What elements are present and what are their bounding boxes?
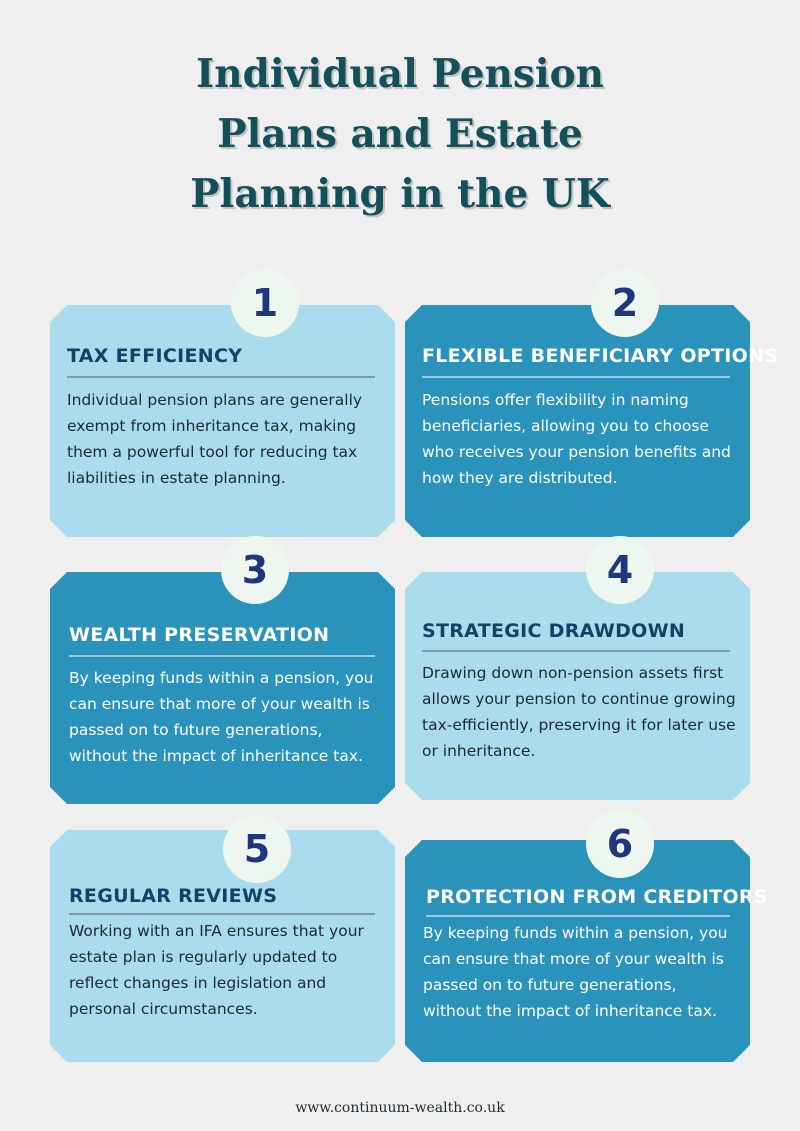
title-line-2: Plans and Estate xyxy=(217,111,583,157)
card-heading: REGULAR REVIEWS xyxy=(69,885,278,907)
heading-divider xyxy=(422,650,730,652)
card-heading: STRATEGIC DRAWDOWN xyxy=(422,620,686,642)
number-badge: 1 xyxy=(231,269,299,337)
card-regular-reviews xyxy=(50,827,395,1062)
card-flexible-beneficiary-options xyxy=(405,281,779,537)
card-heading: TAX EFFICIENCY xyxy=(67,345,243,367)
website-url: www.continuum-wealth.co.uk xyxy=(295,1100,505,1116)
number-badge: 4 xyxy=(586,536,654,604)
number-badge: 3 xyxy=(221,536,289,604)
heading-divider xyxy=(69,655,375,657)
card-protection-from-creditors xyxy=(405,822,768,1062)
title-line-1: Individual Pension xyxy=(195,51,605,97)
card-heading: PROTECTION FROM CREDITORS xyxy=(426,886,768,908)
heading-divider xyxy=(422,376,730,378)
heading-divider xyxy=(426,915,730,917)
number-badge: 2 xyxy=(591,269,659,337)
card-body-text: By keeping funds within a pension, you can ensure that more of your wealth is passed on to future generations, without the impact of inheritance tax. xyxy=(69,669,374,765)
card-body-text: Working with an IFA ensures that your estate plan is regularly updated to reflect changes in legislation and personal circumstances. xyxy=(69,922,364,1018)
page-title xyxy=(0,44,800,224)
number-badge: 5 xyxy=(223,815,291,883)
card-heading: FLEXIBLE BENEFICIARY OPTIONS xyxy=(422,345,779,367)
card-wealth-preservation xyxy=(50,548,395,804)
heading-divider xyxy=(69,913,375,915)
heading-divider xyxy=(67,376,375,378)
title-line-3: Planning in the UK xyxy=(190,171,610,217)
card-body-text: Pensions offer flexibility in naming beneficiaries, allowing you to choose who receives your pension benefits and how they are distributed. xyxy=(422,391,731,487)
card-body-text: Individual pension plans are generally exempt from inheritance tax, making them a powerful tool for reducing tax liabilities in estate planning. xyxy=(67,391,363,487)
card-tax-efficiency xyxy=(50,281,395,537)
number-badge: 6 xyxy=(586,810,654,878)
card-strategic-drawdown xyxy=(405,548,750,800)
card-heading: WEALTH PRESERVATION xyxy=(69,624,330,646)
card-body-text: By keeping funds within a pension, you can ensure that more of your wealth is passed on to future generations, without the impact of inheritance tax. xyxy=(423,924,728,1020)
card-body-text: Drawing down non-pension assets first allows your pension to continue growing tax-efficiently, preserving it for later use or inheritance. xyxy=(422,664,736,760)
